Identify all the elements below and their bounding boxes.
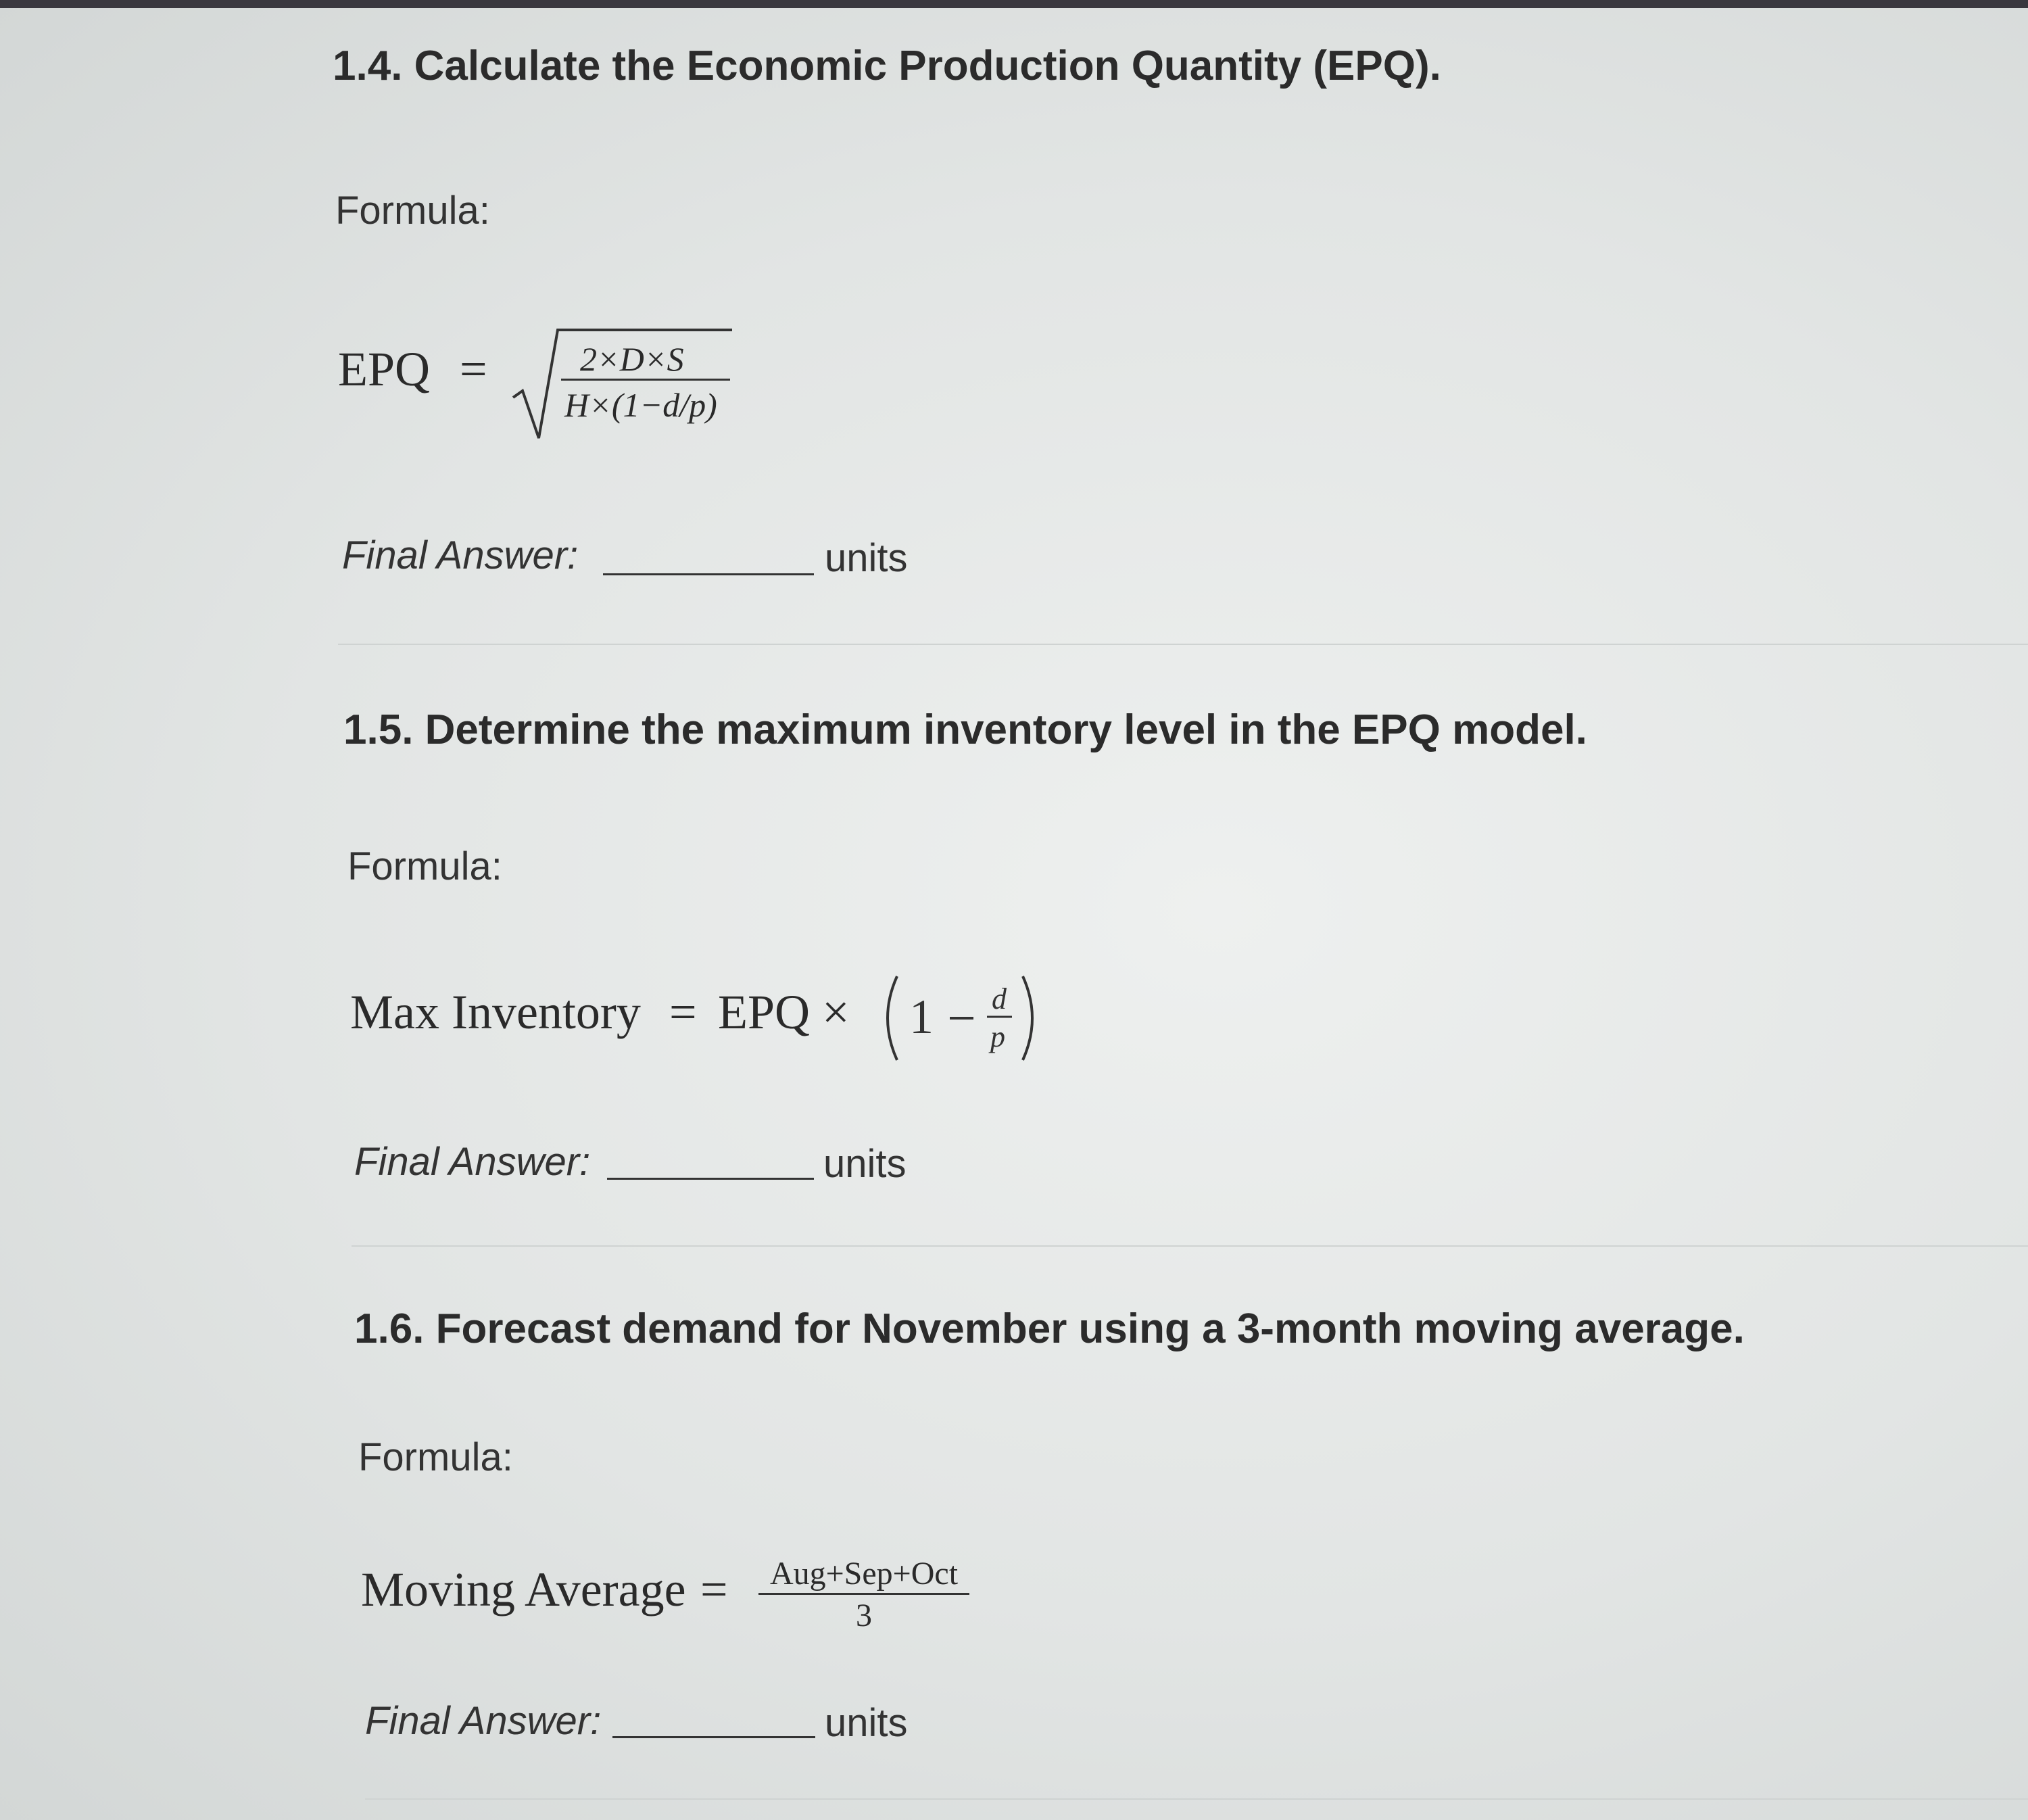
question-heading: 1.6. Forecast demand for November using a 3-month moving average. [354, 1306, 1745, 1352]
answer-blank[interactable] [603, 573, 814, 575]
formula-equals: = [460, 342, 487, 396]
section-divider [365, 1798, 2028, 1800]
svg-text:1: 1 [909, 990, 934, 1044]
units-label: units [825, 1701, 908, 1745]
fraction-bar [758, 1593, 969, 1595]
answer-blank[interactable] [607, 1178, 814, 1180]
formula-label: Formula: [335, 189, 490, 233]
units-label: units [825, 536, 908, 580]
formula-equals: = [700, 1562, 728, 1617]
formula-label: Formula: [347, 844, 502, 888]
answer-blank[interactable] [612, 1736, 815, 1738]
formula-lhs: Max Inventory [350, 985, 641, 1039]
question-heading: 1.5. Determine the maximum inventory level in the EPQ model. [343, 707, 1587, 753]
formula-label: Formula: [358, 1435, 513, 1479]
section-divider [352, 1245, 2028, 1247]
formula-numerator: Aug+Sep+Oct [769, 1556, 959, 1591]
top-edge-bar [0, 0, 2028, 8]
one-minus-d-over-p-icon [882, 971, 1044, 1065]
final-answer-label: Final Answer: [354, 1140, 591, 1184]
formula-equals: = [669, 985, 697, 1039]
final-answer-label: Final Answer: [365, 1699, 602, 1743]
svg-text:p: p [990, 1020, 1005, 1053]
units-label: units [823, 1142, 907, 1186]
final-answer-label: Final Answer: [342, 533, 579, 577]
formula-numerator: 2×D×S [580, 340, 684, 378]
question-heading: 1.4. Calculate the Economic Production Quantity (EPQ). [333, 43, 1441, 89]
formula-lhs: Moving Average [361, 1562, 686, 1617]
svg-text:d: d [992, 982, 1007, 1015]
formula-lhs: EPQ [338, 342, 431, 396]
formula-denominator: H×(1−d/p) [564, 386, 717, 424]
formula-denominator: 3 [856, 1598, 872, 1633]
fraction-bar [561, 379, 730, 381]
section-divider [338, 644, 2028, 645]
formula-rhs: EPQ × [718, 985, 850, 1039]
